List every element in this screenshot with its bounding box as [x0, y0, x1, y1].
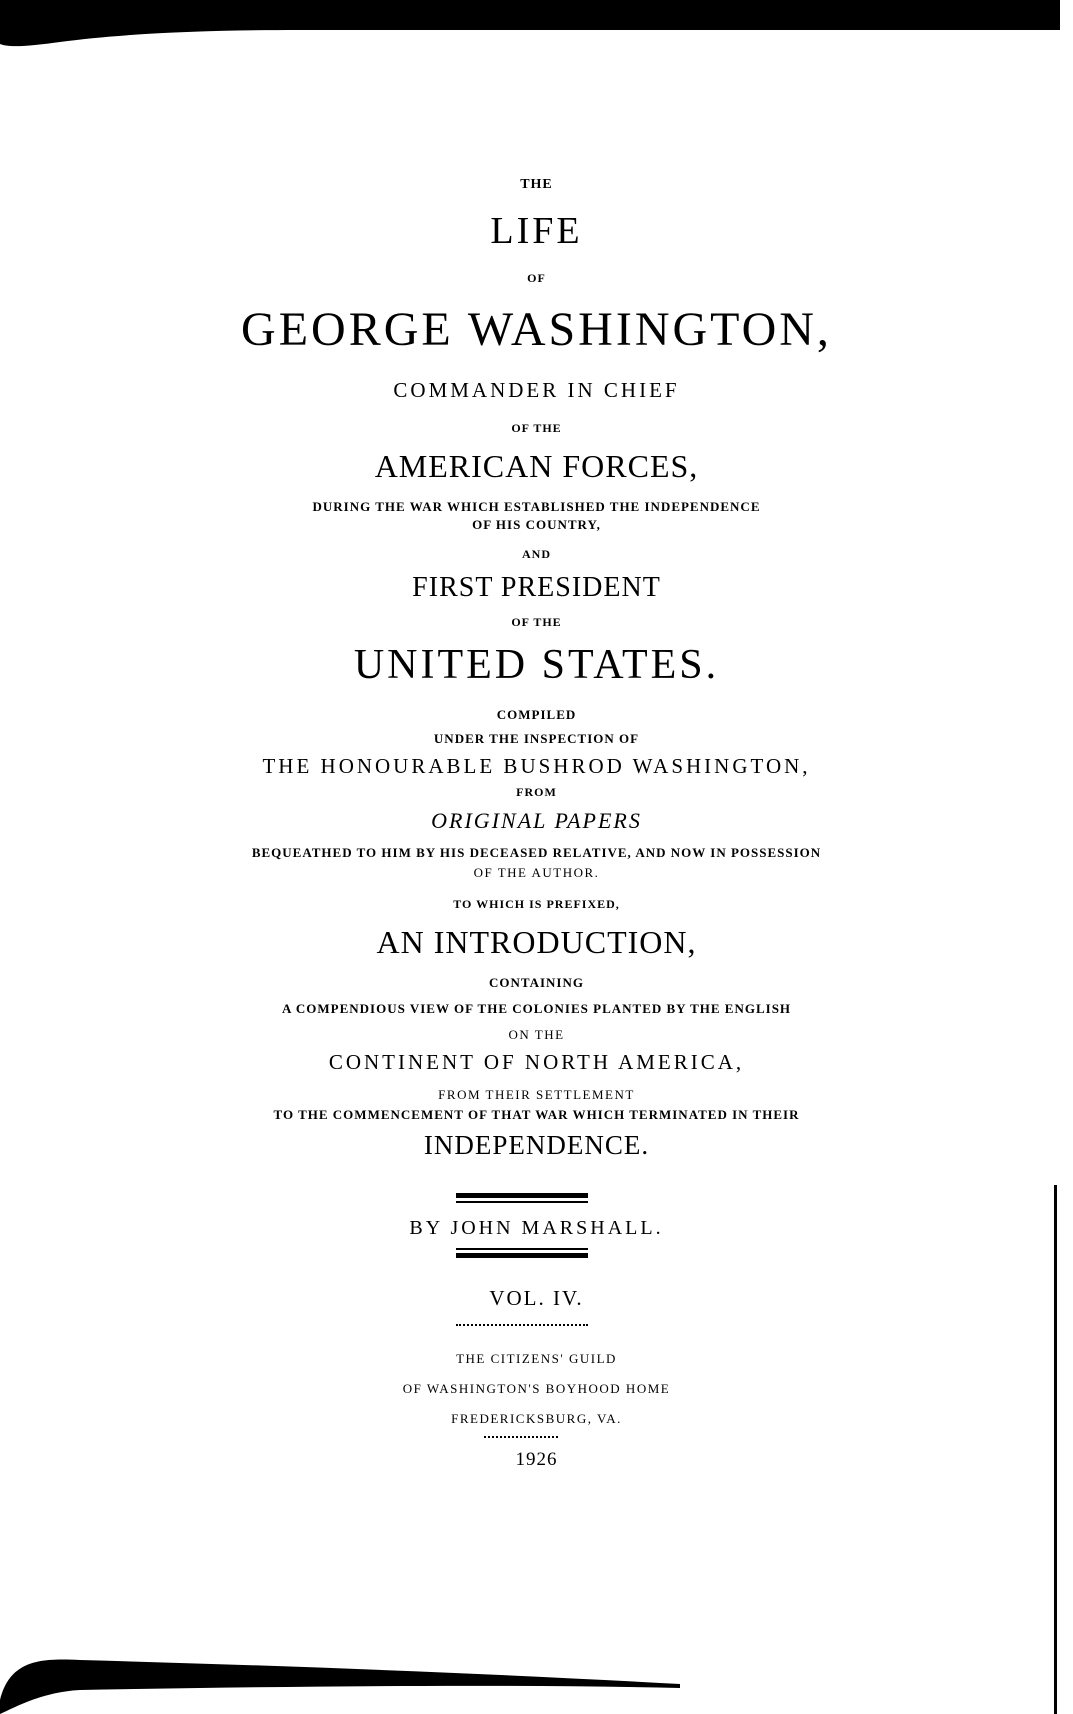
- publisher-line2: OF WASHINGTON'S BOYHOOD HOME: [402, 1381, 671, 1396]
- subtitle-commander: COMMANDER IN CHIEF: [393, 378, 680, 402]
- continent: CONTINENT OF NORTH AMERICA,: [328, 1050, 745, 1074]
- dotted-rule-1: [456, 1324, 588, 1326]
- original-papers: ORIGINAL PAPERS: [431, 808, 642, 833]
- subtitle-united-states: UNITED STATES.: [353, 642, 720, 688]
- author: BY JOHN MARSHALL.: [409, 1217, 664, 1239]
- under-inspection: UNDER THE INSPECTION OF: [433, 731, 640, 746]
- title-of: OF: [527, 271, 546, 285]
- commencement: TO THE COMMENCEMENT OF THAT WAR WHICH TERMINATED IN THEIR: [273, 1107, 800, 1122]
- subtitle-of-the-2: OF THE: [511, 615, 562, 629]
- on-the: ON THE: [508, 1027, 565, 1042]
- title-the: THE: [520, 177, 553, 192]
- compendious-view: A COMPENDIOUS VIEW OF THE COLONIES PLANTED BY THE ENGLISH: [281, 1001, 792, 1016]
- containing: CONTAINING: [489, 975, 584, 990]
- from: FROM: [516, 785, 557, 799]
- subtitle-and: AND: [522, 547, 551, 561]
- bequeathed-line1: BEQUEATHED TO HIM BY HIS DECEASED RELATIVE, AND NOW IN POSSESSION: [251, 845, 822, 860]
- bequeathed-line2: OF THE AUTHOR.: [473, 865, 600, 880]
- subtitle-of-the-1: OF THE: [511, 421, 562, 435]
- title-subject: GEORGE WASHINGTON,: [241, 303, 832, 356]
- year: 1926: [515, 1449, 558, 1470]
- bushrod-washington: THE HONOURABLE BUSHROD WASHINGTON,: [262, 754, 811, 778]
- subtitle-forces: AMERICAN FORCES,: [374, 448, 699, 484]
- volume: VOL. IV.: [489, 1286, 584, 1310]
- subtitle-first-president: FIRST PRESIDENT: [412, 572, 661, 603]
- compiled: COMPILED: [496, 707, 577, 722]
- title-life: LIFE: [490, 210, 583, 252]
- rule-above-author-thick: [456, 1193, 588, 1198]
- publisher-line1: THE CITIZENS' GUILD: [456, 1351, 617, 1366]
- rule-below-author-thin: [456, 1248, 588, 1250]
- subtitle-during-line2: OF HIS COUNTRY,: [472, 517, 601, 532]
- introduction: AN INTRODUCTION,: [376, 924, 697, 960]
- settlement: FROM THEIR SETTLEMENT: [438, 1087, 635, 1102]
- rule-above-author-thin: [456, 1201, 588, 1203]
- dotted-rule-2: [484, 1436, 558, 1438]
- publisher-line3: FREDERICKSBURG, VA.: [451, 1411, 622, 1426]
- prefixed: TO WHICH IS PREFIXED,: [453, 897, 620, 911]
- subtitle-during-line1: DURING THE WAR WHICH ESTABLISHED THE INDEPENDENCE: [312, 499, 761, 514]
- rule-below-author-thick: [456, 1253, 588, 1258]
- independence: INDEPENDENCE.: [423, 1130, 650, 1160]
